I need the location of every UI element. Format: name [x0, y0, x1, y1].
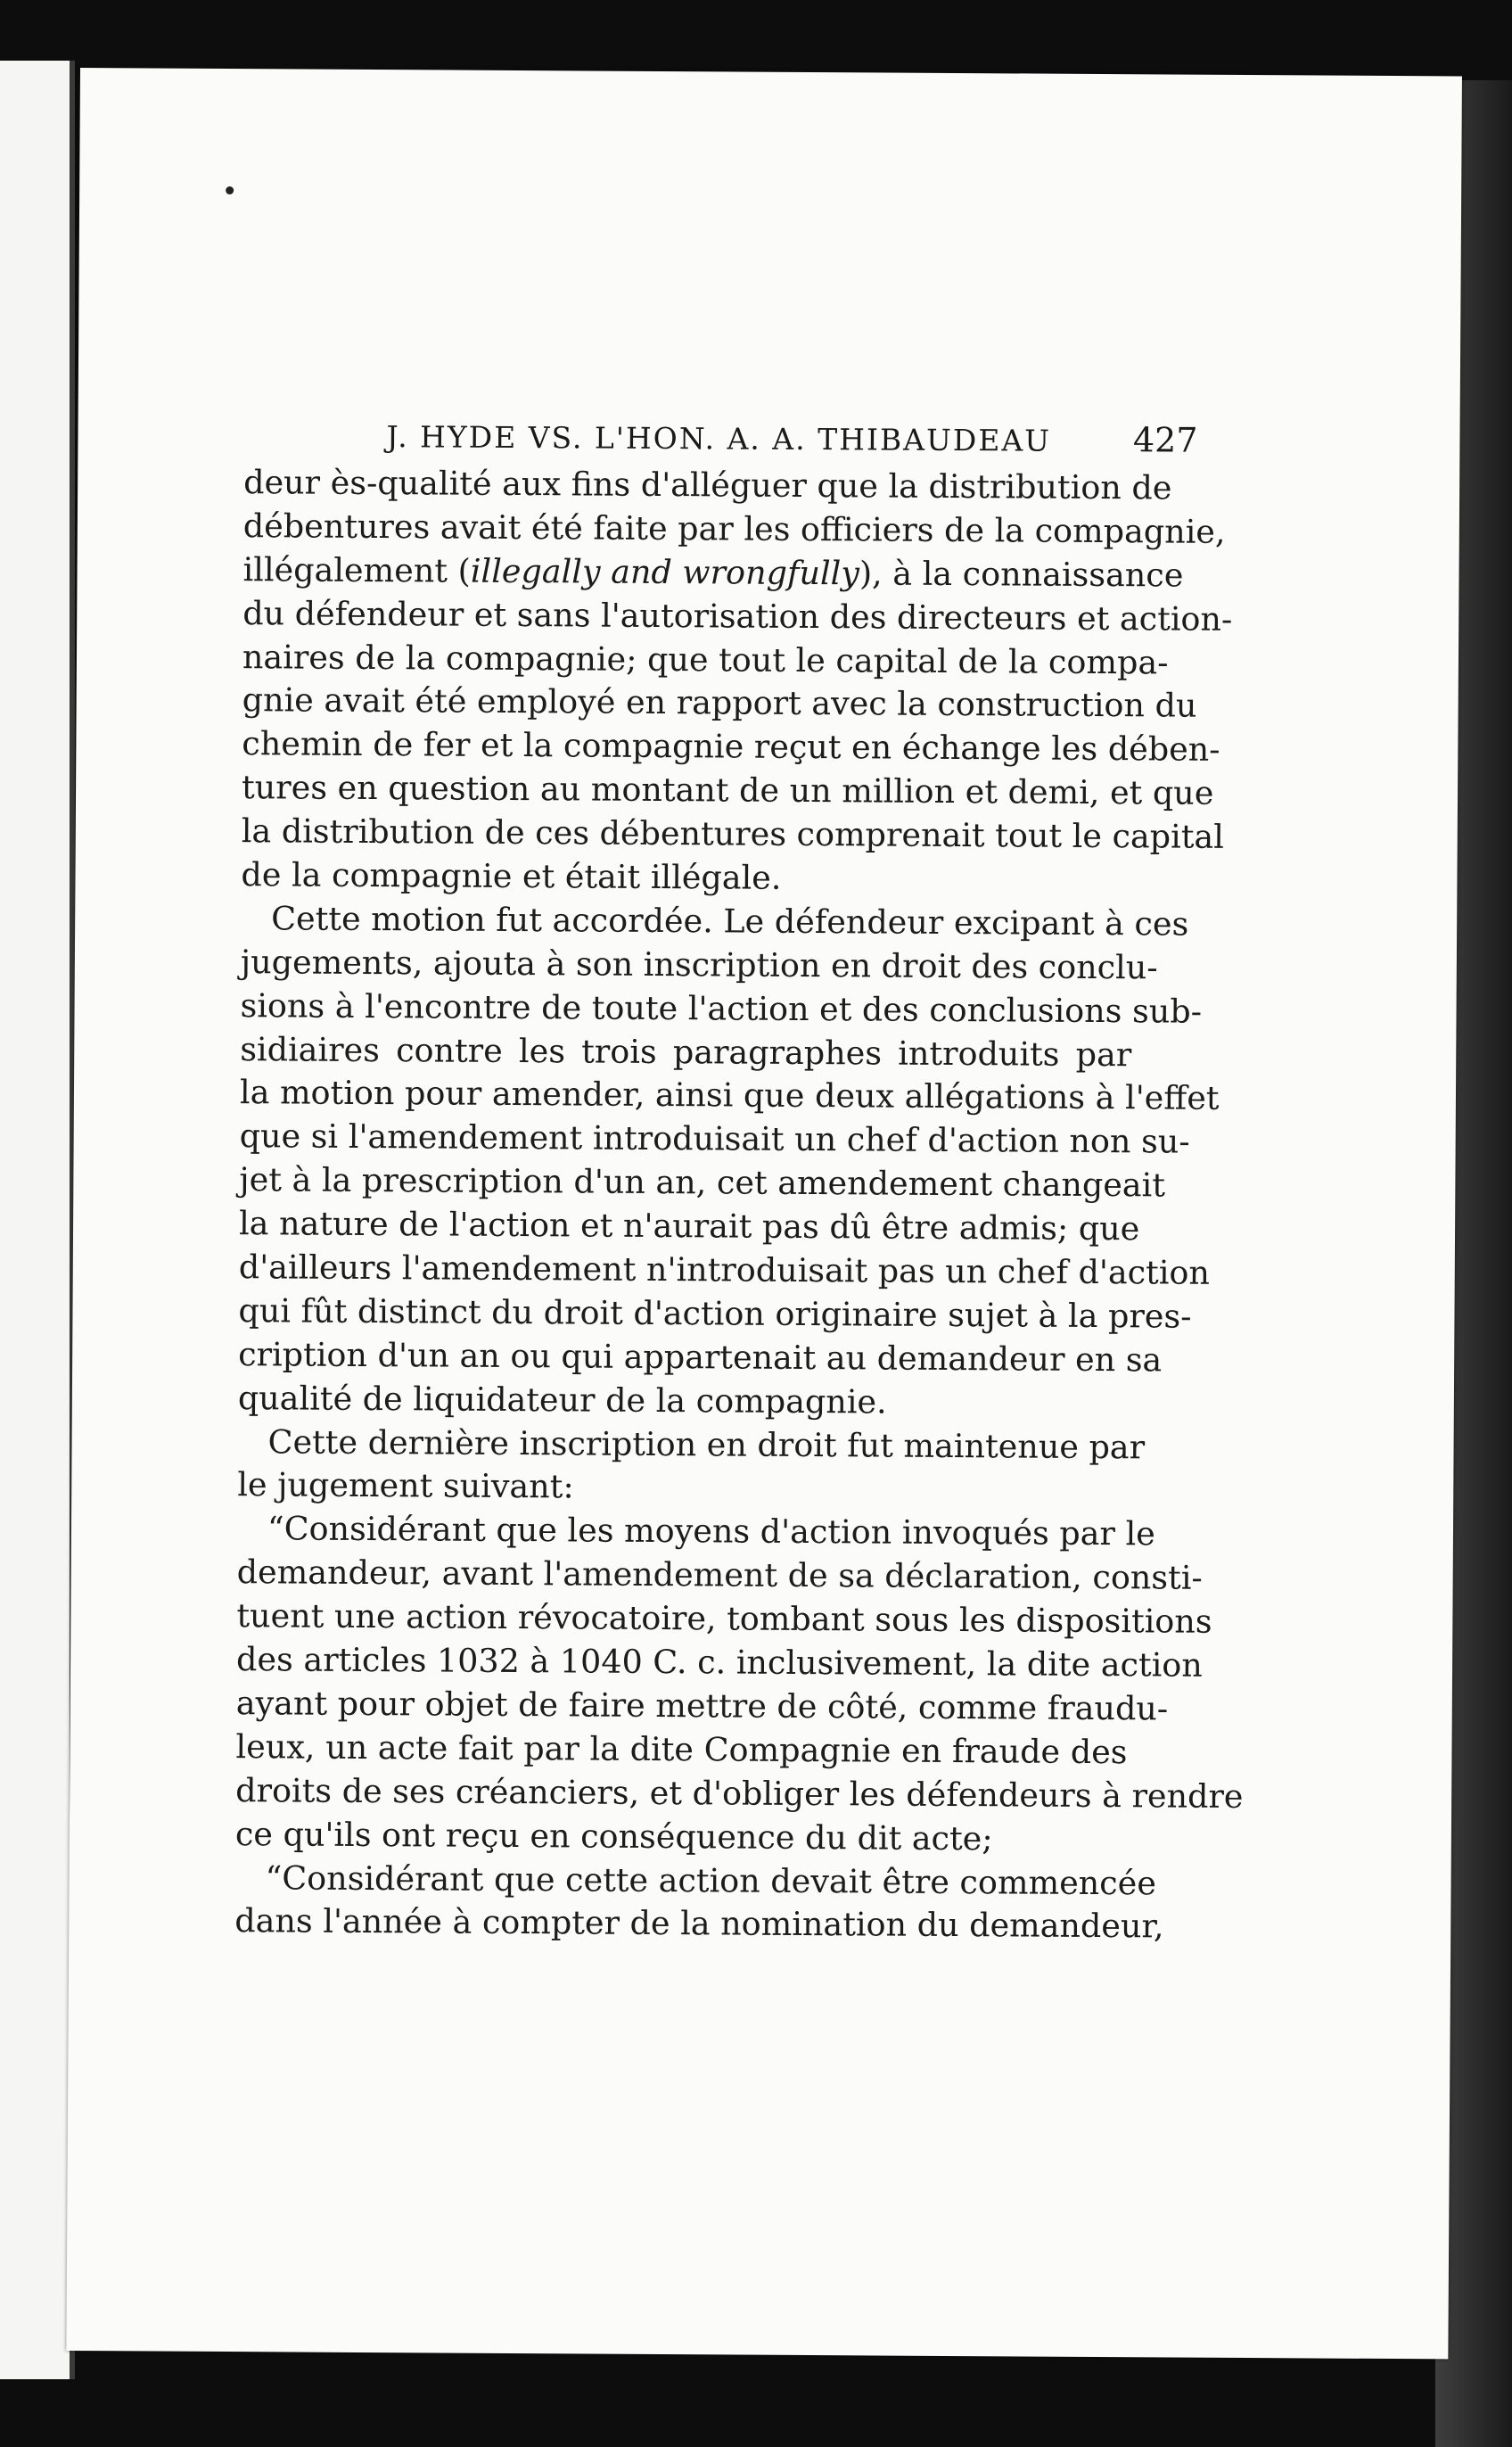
facing-page-edge	[0, 61, 75, 2379]
text-line: le jugement suivant:	[237, 1465, 574, 1506]
text-line: tuent une action révocatoire, tombant sous les dispositions	[236, 1596, 1212, 1641]
ink-speck	[226, 186, 234, 194]
running-head	[386, 416, 1197, 460]
text-line: cription d'un an ou qui appartenait au demandeur en sa	[238, 1334, 1163, 1380]
italic-run: illegally and wrongfully	[470, 551, 860, 593]
text-run: illégalement (	[242, 549, 471, 590]
text-line: gnie avait été employé en rapport avec la construction du	[242, 680, 1197, 726]
text-line: jet à la prescription d'un an, cet amendement changeait	[239, 1160, 1166, 1205]
text-line	[242, 548, 1184, 597]
text-line: des articles 1032 à 1040 C. c. inclusivement, la dite action	[235, 1640, 1203, 1685]
text-line: qualité de liquidateur de la compagnie.	[237, 1378, 887, 1421]
text-line: la motion pour amender, ainsi que deux allégations à l'effet	[239, 1073, 1220, 1118]
text-line: du défendeur et sans l'autorisation des directeurs et action-	[242, 593, 1233, 639]
running-title: J. HYDE VS. L'HON. A. A. THIBAUDEAU	[386, 419, 1052, 458]
text-line: la distribution de ces débentures comprenait tout le capital	[241, 812, 1225, 856]
text-line: deur ès-qualité aux fins d'alléguer que la distribution de	[243, 463, 1172, 507]
text-line: Cette dernière inscription en droit fut maintenue par	[267, 1421, 1146, 1466]
text-line: chemin de fer et la compagnie reçut en échange les dében-	[242, 724, 1220, 770]
book-page	[66, 68, 1462, 2359]
text-line: qui fût distinct du droit d'action originaire sujet à la pres-	[238, 1291, 1192, 1336]
page-number: 427	[1132, 420, 1198, 460]
text-line: dans l'année à compter de la nomination du demandeur,	[234, 1901, 1164, 1946]
text-line: “Considérant que les moyens d'action invoqués par le	[267, 1509, 1155, 1553]
text-run: ), à la connaissance	[859, 554, 1184, 595]
text-line: naires de la compagnie; que tout le capital de la compa-	[242, 637, 1169, 682]
text-line: Cette motion fut accordée. Le défendeur excipant à ces	[271, 899, 1189, 943]
text-line: la nature de l'action et n'aurait pas dû être admis; que	[238, 1204, 1140, 1248]
text-line: demandeur, avant l'amendement de sa déclaration, consti-	[236, 1553, 1203, 1597]
text-line: droits de ses créanciers, et d'obliger les défendeurs à rendre	[235, 1770, 1244, 1816]
text-line: sidiaires contre les trois paragraphes introduits par	[240, 1029, 1132, 1074]
text-line: leux, un acte fait par la dite Compagnie en fraude des	[235, 1726, 1128, 1772]
text-line: jugements, ajouta à son inscription en droit des conclu-	[240, 942, 1158, 987]
text-line: tures en question au montant de un million et demi, et que	[241, 768, 1214, 813]
body-text	[234, 461, 1244, 1949]
text-line: “Considérant que cette action devait être commencée	[265, 1858, 1157, 1902]
text-line: ayant pour objet de faire mettre de côté, comme fraudu-	[235, 1684, 1169, 1728]
text-line: débentures avait été faite par les officiers de la compagnie,	[242, 507, 1226, 551]
text-line: que si l'amendement introduisait un chef d'action non su-	[239, 1116, 1190, 1161]
text-line: sions à l'encontre de toute l'action et des conclusions sub-	[240, 985, 1203, 1031]
text-line: de la compagnie et était illégale.	[241, 855, 782, 897]
text-line: ce qu'ils ont reçu en conséquence du dit acte;	[234, 1814, 993, 1858]
text-line: d'ailleurs l'amendement n'introduisait pas un chef d'action	[238, 1248, 1211, 1292]
